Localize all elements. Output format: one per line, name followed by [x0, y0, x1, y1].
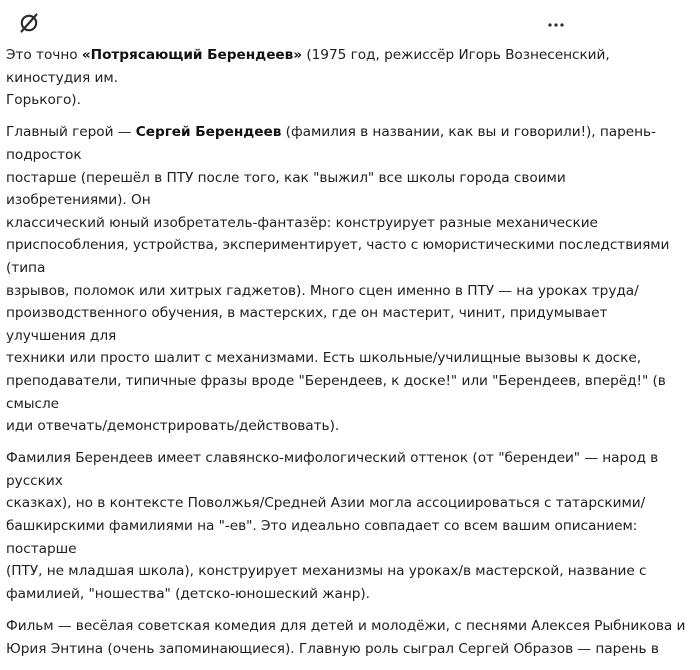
more-options-button[interactable] — [538, 12, 574, 38]
slashed-circle-icon[interactable] — [17, 11, 41, 35]
hero-description-text: (фамилия в названии, как вы и говорили!), парень-подросток постарше (перешёл в ПТУ после того, как "выжил" все школы города своими изобретениями). Он классический юный изобретатель-фантазёр: конструирует разные механические приспособления, устройства, экспериментирует, часто с юмористическими последствиями (типа взрывов, поломок или хитрых гаджетов). Много сцен именно в ПТУ — на уроках труда/ производственного обучения, в мастерских, где он мастерит, чинит, придумывает улучшения для техники или просто шалит с механизмами. Есть школьные/училищные вызовы к доске, преподаватели, типичные фразы вроде "Берендеев, к доске!" или "Берендеев, вперёд!" (в смысле иди отвечать/демонстрировать/действовать). — [6, 124, 670, 435]
film-intro-text: Это точно — [6, 47, 82, 63]
film-title: «Потрясающий Берендеев» — [81, 47, 303, 63]
paragraph-film-title — [6, 44, 686, 112]
paragraph-surname: Фамилия Берендеев имеет славянско-мифологический оттенок (от "берендеи" — народ в русских сказках), но в контексте Поволжья/Средней Азии могла ассоциироваться с татарскими/ башкирскими фамилиями на "-ев". Это идеально совпадает со всем вашим описанием: постарше (ПТУ, не младшая школа), конструирует механизмы на уроках/в мастерской, название с фамилией, "ношества" (детско-юношеский жанр). — [6, 450, 659, 602]
paragraph-film-description: Фильм — весёлая советская комедия для детей и молодёжи, с песнями Алексея Рыбникова и Юрия Энтина (очень запоминающиеся). Главную роль сыграл Сергей Образов — парень в — [6, 618, 686, 657]
film-details-text: (1975 год, режиссёр Игорь Вознесенский, киностудия им. Горького). — [6, 47, 610, 109]
paragraph-hero — [6, 121, 686, 437]
top-bar — [0, 0, 700, 42]
hero-name: Сергей Берендеев — [135, 124, 282, 141]
hero-intro-text: Главный герой — — [6, 124, 136, 141]
message-content — [6, 44, 686, 670]
more-horizontal-icon — [548, 23, 564, 27]
